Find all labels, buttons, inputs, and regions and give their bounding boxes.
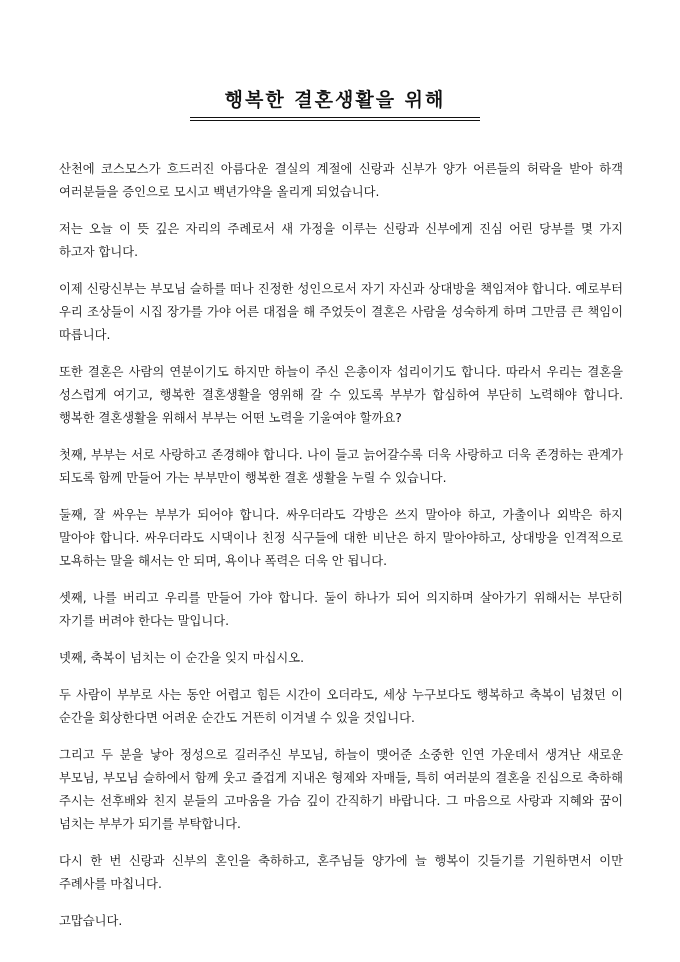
paragraph-4: 또한 결혼은 사람의 연분이기도 하지만 하늘이 주신 은총이자 섭리이기도 합니다. 따라서 우리는 결혼을 성스럽게 여기고, 행복한 결혼생활을 영위해 갈 수 있도록 부부가 합심하여 부단히 노력해야 합니다. 행복한 결혼생활을 위해서 부부는 어떤 노력을 기울여야 할까요?	[59, 365, 623, 425]
title-double-underline	[190, 117, 480, 121]
paragraph-1: 산천에 코스모스가 흐드러진 아름다운 결실의 계절에 신랑과 신부가 양가 어른들의 허락을 받아 하객 여러분들을 증인으로 모시고 백년가약을 올리게 되었습니다.	[59, 162, 623, 199]
title-block	[190, 86, 480, 121]
paragraph-10: 그리고 두 분을 낳아 정성으로 길러주신 부모님, 하늘이 맺어준 소중한 인연 가운데서 생겨난 새로운 부모님, 부모님 슬하에서 함께 웃고 즐겁게 지내온 형제와 자매들, 특히 여러분의 결혼을 진심으로 축하해 주시는 선후배와 친지 분들의 고마움을 가슴 깊이 간직하기 바랍니다. 그 마음으로 사랑과 지혜와 꿈이 넘치는 부부가 되기를 부탁합니다.	[59, 748, 623, 831]
document-title: 행복한 결혼생활을 위해	[224, 89, 446, 111]
paragraph-9: 두 사람이 부부로 사는 동안 어렵고 힘든 시간이 오더라도, 세상 누구보다도 행복하고 축복이 넘쳤던 이 순간을 회상한다면 어려운 순간도 거뜬히 이겨낼 수 있을 것입니다.	[59, 688, 623, 725]
paragraph-5: 첫째, 부부는 서로 사랑하고 존경해야 합니다. 나이 들고 늙어갈수록 더욱 사랑하고 더욱 존경하는 관계가 되도록 함께 만들어 가는 부부만이 행복한 결혼 생활을 누릴 수 있습니다.	[59, 448, 623, 485]
paragraph-11: 다시 한 번 신랑과 신부의 혼인을 축하하고, 혼주님들 양가에 늘 행복이 깃들기를 기원하면서 이만 주례사를 마칩니다.	[59, 854, 623, 891]
paragraph-8: 넷째, 축복이 넘치는 이 순간을 잊지 마십시오.	[59, 651, 305, 665]
paragraph-12: 고맙습니다.	[59, 914, 123, 928]
document-body	[59, 158, 623, 947]
paragraph-6: 둘째, 잘 싸우는 부부가 되어야 합니다. 싸우더라도 각방은 쓰지 말아야 하고, 가출이나 외박은 하지 말아야 합니다. 싸우더라도 시댁이나 친정 식구들에 대한 비난은 하지 말아야하고, 상대방을 인격적으로 모욕하는 말을 해서는 안 되며, 욕이나 폭력은 더욱 안 됩니다.	[59, 508, 623, 568]
paragraph-2: 저는 오늘 이 뜻 깊은 자리의 주례로서 새 가정을 이루는 신랑과 신부에게 진심 어린 당부를 몇 가지 하고자 합니다.	[59, 222, 623, 259]
paragraph-3: 이제 신랑신부는 부모님 슬하를 떠나 진정한 성인으로서 자기 자신과 상대방을 책임져야 합니다. 예로부터 우리 조상들이 시집 장가를 가야 어른 대접을 해 주었듯이 결혼은 사람을 성숙하게 하며 그만큼 큰 책임이 따릅니다.	[59, 282, 623, 342]
paragraph-7: 셋째, 나를 버리고 우리를 만들어 가야 합니다. 둘이 하나가 되어 의지하며 살아가기 위해서는 부단히 자기를 버려야 한다는 말입니다.	[59, 591, 623, 628]
